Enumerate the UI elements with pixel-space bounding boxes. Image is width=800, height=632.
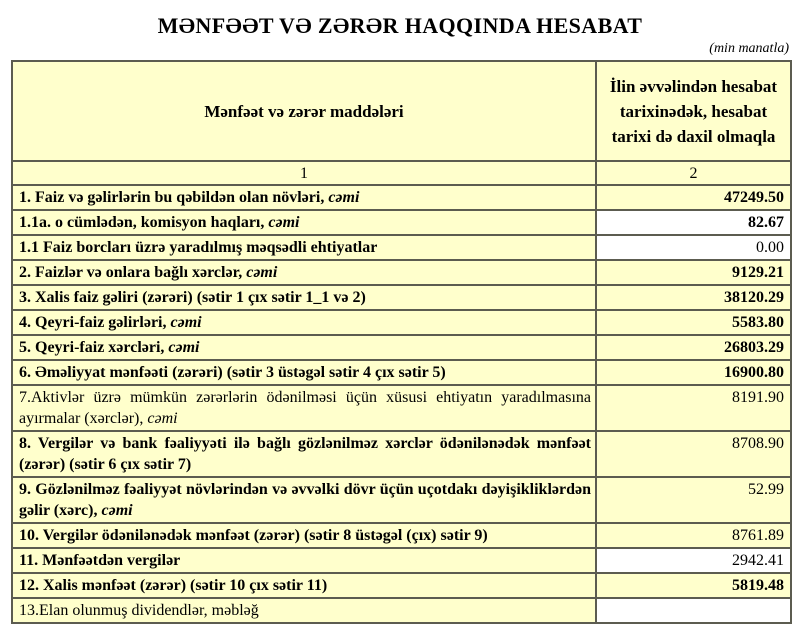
value-cell: 8761.89 <box>596 523 791 548</box>
column-header-period: İlin əvvəlindən hesabat tarixinədək, hesabat tarixi də daxil olmaqla <box>596 61 791 161</box>
table-row <box>12 210 791 235</box>
row-label: 8. Vergilər və bank fəaliyyəti ilə bağlı gözlənilməz xərclər ödənilənədək mənfəət (zərər) (sətir 6 çıx sətir 7) <box>19 435 591 473</box>
row-label-cemi: cəmi <box>143 410 178 427</box>
row-label-cemi: cəmi <box>264 214 300 231</box>
label-cell <box>12 523 596 548</box>
table-row <box>12 285 791 310</box>
table-row <box>12 523 791 548</box>
table-row <box>12 477 791 523</box>
value-cell: 5583.80 <box>596 310 791 335</box>
label-cell <box>12 360 596 385</box>
table-row <box>12 598 791 623</box>
page-title: MƏNFƏƏT VƏ ZƏRƏR HAQQINDA HESABAT <box>157 13 643 38</box>
table-row <box>12 335 791 360</box>
column-number-row <box>12 161 791 185</box>
row-label: 11. Mənfəətdən vergilər <box>19 552 181 569</box>
label-cell <box>12 477 596 523</box>
row-label: 3. Xalis faiz gəliri (zərəri) (sətir 1 çıx sətir 1_1 və 2) <box>19 289 366 306</box>
unit-note: (min manatla) <box>709 41 789 56</box>
label-cell <box>12 598 596 623</box>
label-cell <box>12 335 596 360</box>
row-label: 4. Qeyri-faiz gəlirləri, <box>19 314 167 331</box>
row-label: 1.1a. o cümlədən, komisyon haqları, <box>19 214 265 231</box>
header-row <box>12 61 791 161</box>
row-label: 13.Elan olunmuş dividendlər, məbləğ <box>19 602 259 619</box>
value-cell: 8708.90 <box>596 431 791 477</box>
table-row <box>12 185 791 210</box>
label-cell <box>12 431 596 477</box>
column-number-1: 1 <box>12 161 596 185</box>
value-cell: 47249.50 <box>596 185 791 210</box>
table-row <box>12 360 791 385</box>
row-label: 2. Faizlər və onlara bağlı xərclər, <box>19 264 243 281</box>
row-label: 1. Faiz və gəlirlərin bu qəbildən olan növləri, <box>19 189 325 206</box>
value-cell <box>596 598 791 623</box>
profit-loss-table <box>11 60 792 624</box>
row-label-cemi: cəmi <box>164 339 200 356</box>
table-row <box>12 548 791 573</box>
row-label: 12. Xalis mənfəət (zərər) (sətir 10 çıx sətir 11) <box>19 577 328 594</box>
table-row <box>12 260 791 285</box>
label-cell <box>12 548 596 573</box>
row-label-cemi: cəmi <box>324 189 360 206</box>
value-cell: 8191.90 <box>596 385 791 431</box>
table-row <box>12 310 791 335</box>
column-header-items: Mənfəət və zərər maddələri <box>12 61 596 161</box>
value-cell: 0.00 <box>596 235 791 260</box>
value-cell: 2942.41 <box>596 548 791 573</box>
value-cell: 38120.29 <box>596 285 791 310</box>
row-label: 1.1 Faiz borcları üzrə yaradılmış məqsədli ehtiyatlar <box>19 239 378 256</box>
label-cell <box>12 573 596 598</box>
label-cell <box>12 310 596 335</box>
value-cell: 16900.80 <box>596 360 791 385</box>
row-label: 6. Əməliyyat mənfəəti (zərəri) (sətir 3 üstəgəl sətir 4 çıx sətir 5) <box>19 364 446 381</box>
label-cell <box>12 235 596 260</box>
row-label: 7.Aktivlər üzrə mümkün zərərlərin ödənilməsi üçün xüsusi ehtiyatın yaradılmasına ayırmalar (xərclər), <box>19 389 591 427</box>
row-label-cemi: cəmi <box>242 264 278 281</box>
label-cell <box>12 285 596 310</box>
row-label-cemi: cəmi <box>166 314 202 331</box>
value-cell: 9129.21 <box>596 260 791 285</box>
column-number-2: 2 <box>596 161 791 185</box>
table-row <box>12 235 791 260</box>
value-cell: 52.99 <box>596 477 791 523</box>
value-cell: 5819.48 <box>596 573 791 598</box>
label-cell <box>12 210 596 235</box>
label-cell <box>12 185 596 210</box>
row-label: 10. Vergilər ödənilənədək mənfəət (zərər) (sətir 8 üstəgəl (çıx) sətir 9) <box>19 527 488 544</box>
table-row <box>12 431 791 477</box>
label-cell <box>12 260 596 285</box>
row-label-cemi: cəmi <box>97 502 133 519</box>
value-cell: 26803.29 <box>596 335 791 360</box>
row-label: 5. Qeyri-faiz xərcləri, <box>19 339 165 356</box>
value-cell: 82.67 <box>596 210 791 235</box>
table-row <box>12 385 791 431</box>
table-row <box>12 573 791 598</box>
label-cell <box>12 385 596 431</box>
row-label: 9. Gözlənilməz fəaliyyət növlərindən və əvvəlki dövr üçün uçotdakı dəyişikliklərdən gəlir (xərc), <box>19 481 591 519</box>
